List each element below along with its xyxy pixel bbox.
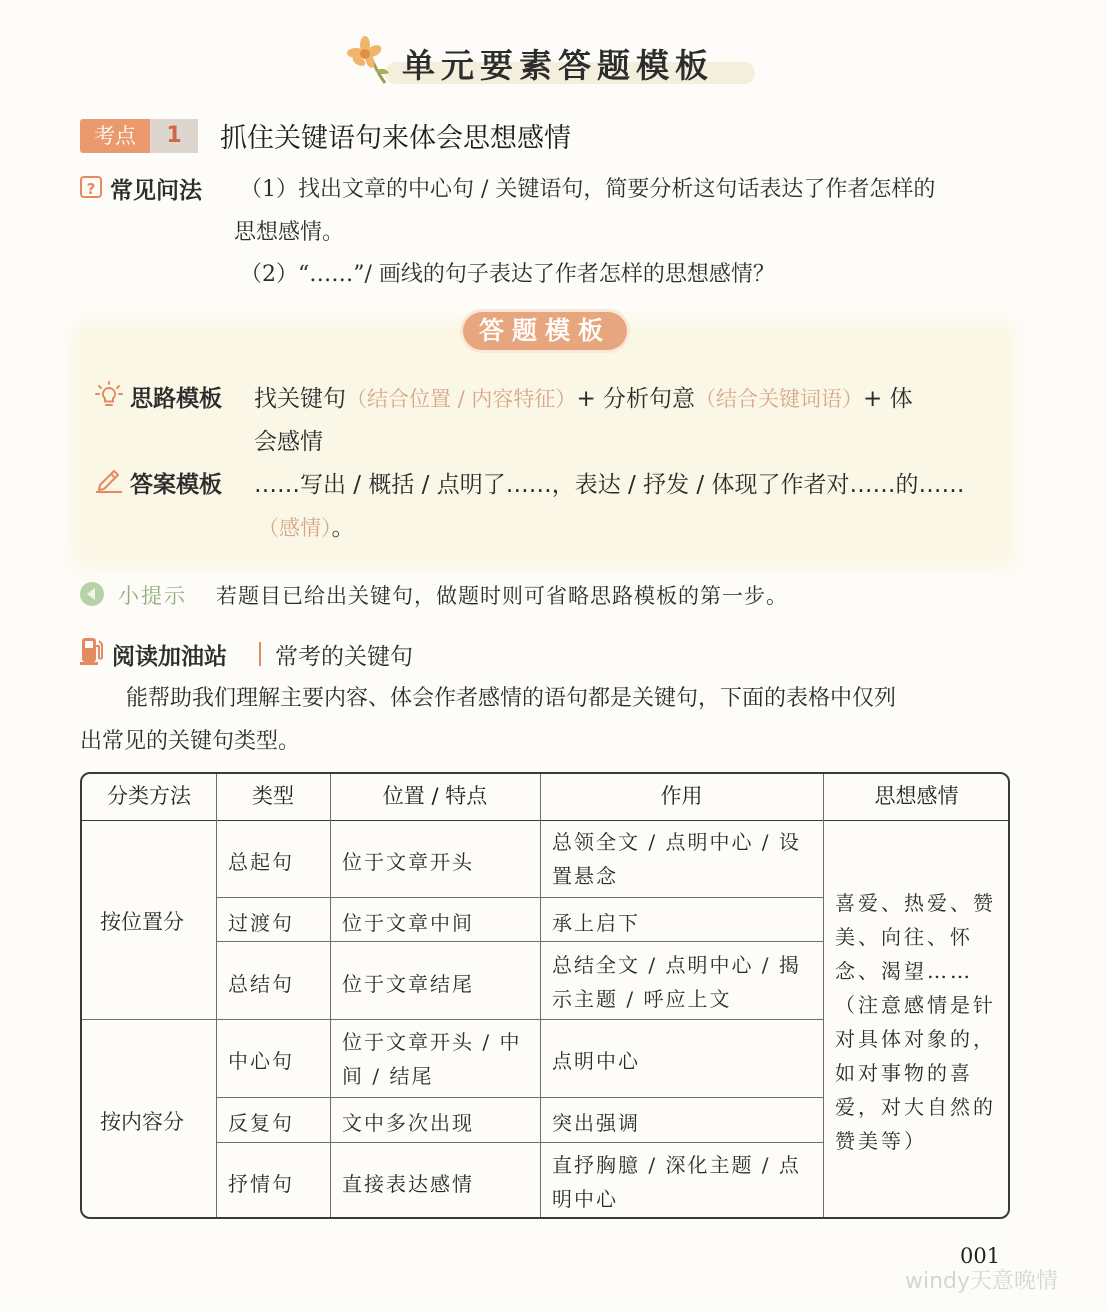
feeling-line: 爱，对大自然的 [835,1095,996,1119]
table-cell-function: 点明中心 [552,1049,640,1073]
table-cell-function: 突出强调 [552,1111,640,1135]
table-cell-function [552,825,801,893]
reading-station-subtitle: 常考的关键句 [275,644,413,670]
table-cell-position: 直接表达感情 [342,1172,474,1196]
table-header-feeling: 思想感情 [874,784,959,808]
table-cell-position: 位于文章结尾 [342,972,474,996]
table-header-position: 位置 / 特点 [382,784,488,808]
intro-paragraph-line-2: 出常见的关键句类型。 [80,729,301,754]
column-divider [330,774,331,1219]
feeling-line: 美、向往、怀 [835,925,973,949]
row-divider [216,941,823,942]
answer-template-line-1: ……写出 / 概括 / 点明了……，表达 / 抒发 / 体现了作者对……的…… [254,472,965,498]
table-cell-function [552,1148,801,1216]
kaodian-label: 考点 [80,119,150,153]
table-cell-type: 中心句 [228,1049,294,1073]
table-cell-type: 抒情句 [228,1172,294,1196]
silu-part-4: （结合关键词语） [695,387,864,411]
column-divider [216,774,217,1219]
intro-paragraph-line-1: 能帮助我们理解主要内容、体会作者感情的语句都是关键句，下面的表格中仅列 [126,686,897,711]
table-cell-type: 反复句 [228,1111,294,1135]
lightbulb-icon [94,380,124,410]
silu-part-1: 找关键句 [254,386,346,412]
feeling-line: 喜爱、热爱、赞 [835,891,996,915]
answer-template-line-2 [258,509,355,542]
feeling-line: 对具体对象的， [835,1027,996,1051]
template-heading: 答题模板 [463,312,627,350]
question-2: （2）“……”/ 画线的句子表达了作者怎样的思想感情？ [240,262,775,287]
table-cell-function-line: 示主题 / 呼应上文 [552,987,732,1011]
watermark: windy天意晚情 [905,1269,1059,1294]
title-divider [259,642,261,666]
speaker-icon [80,582,104,606]
column-divider [823,774,824,1219]
silu-template-line-1 [254,380,913,413]
row-divider [216,897,823,898]
answer-template-label: 答案模板 [130,472,222,498]
reading-station-title: 阅读加油站 [112,644,227,670]
kaodian-title: 抓住关键语句来体会思想感情 [220,123,571,154]
silu-part-5: + 体 [863,386,913,412]
table-header-method: 分类方法 [107,784,191,808]
table-cell-function [552,948,801,1016]
table-cell-type: 总起句 [228,850,294,874]
table-cell-function: 承上启下 [552,911,640,935]
silu-part-2: （结合位置 / 内容特征） [346,387,577,411]
silu-template-line-2: 会感情 [254,429,323,455]
key-sentence-table [80,772,1010,1219]
silu-part-3: + 分析句意 [576,386,696,412]
group-by-position: 按位置分 [100,910,184,934]
answer-period: 。 [331,515,355,541]
pencil-icon [94,467,124,493]
table-cell-function-line: 总领全文 / 点明中心 / 设 [552,830,801,854]
feeling-line: 赞美等） [835,1129,927,1153]
group-divider [82,1019,823,1020]
kaodian-number: 1 [150,119,198,153]
questions-label: 常见问法 [110,178,202,204]
answer-feeling-hint: （感情） [258,516,332,540]
table-header-type: 类型 [252,784,294,808]
table-cell-function-line: 直抒胸臆 / 深化主题 / 点 [552,1153,801,1177]
flower-icon [345,35,395,85]
table-cell-position: 文中多次出现 [342,1111,474,1135]
feeling-line: （注意感情是针 [835,993,996,1017]
table-cell-position-line: 位于文章开头 / 中 [342,1030,522,1054]
group-by-content: 按内容分 [100,1110,184,1134]
table-cell-function-line: 明中心 [552,1187,618,1211]
table-header-function: 作用 [660,784,703,808]
table-cell-function-line: 总结全文 / 点明中心 / 揭 [552,953,801,977]
feeling-line: 如对事物的喜 [835,1061,973,1085]
table-cell-type: 过渡句 [228,911,294,935]
table-cell-function-line: 置悬念 [552,864,618,888]
question-icon: ? [80,176,102,198]
page-number: 001 [960,1244,1001,1268]
row-divider [216,1097,823,1098]
tip-label: 小提示 [118,584,187,608]
table-cell-feeling [835,886,996,1158]
silu-template-label: 思路模板 [130,386,222,412]
feeling-line: 念、渴望…… [835,959,973,983]
table-cell-position [342,1025,521,1093]
fuel-pump-icon [80,636,104,666]
table-cell-position: 位于文章中间 [342,911,474,935]
table-cell-position: 位于文章开头 [342,850,474,874]
row-divider [216,1142,823,1143]
question-1-line-1: （1）找出文章的中心句 / 关键语句，简要分析这句话表达了作者怎样的 [240,177,936,202]
question-1-line-2: 思想感情。 [234,220,345,245]
column-divider [540,774,541,1219]
page-title: 单元要素答题模板 [402,46,714,85]
header-divider [82,820,1010,821]
table-cell-position-line: 间 / 结尾 [342,1064,434,1088]
template-box [80,330,1010,560]
table-cell-type: 总结句 [228,972,294,996]
tip-text: 若题目已给出关键句，做题时则可省略思路模板的第一步。 [216,584,788,608]
